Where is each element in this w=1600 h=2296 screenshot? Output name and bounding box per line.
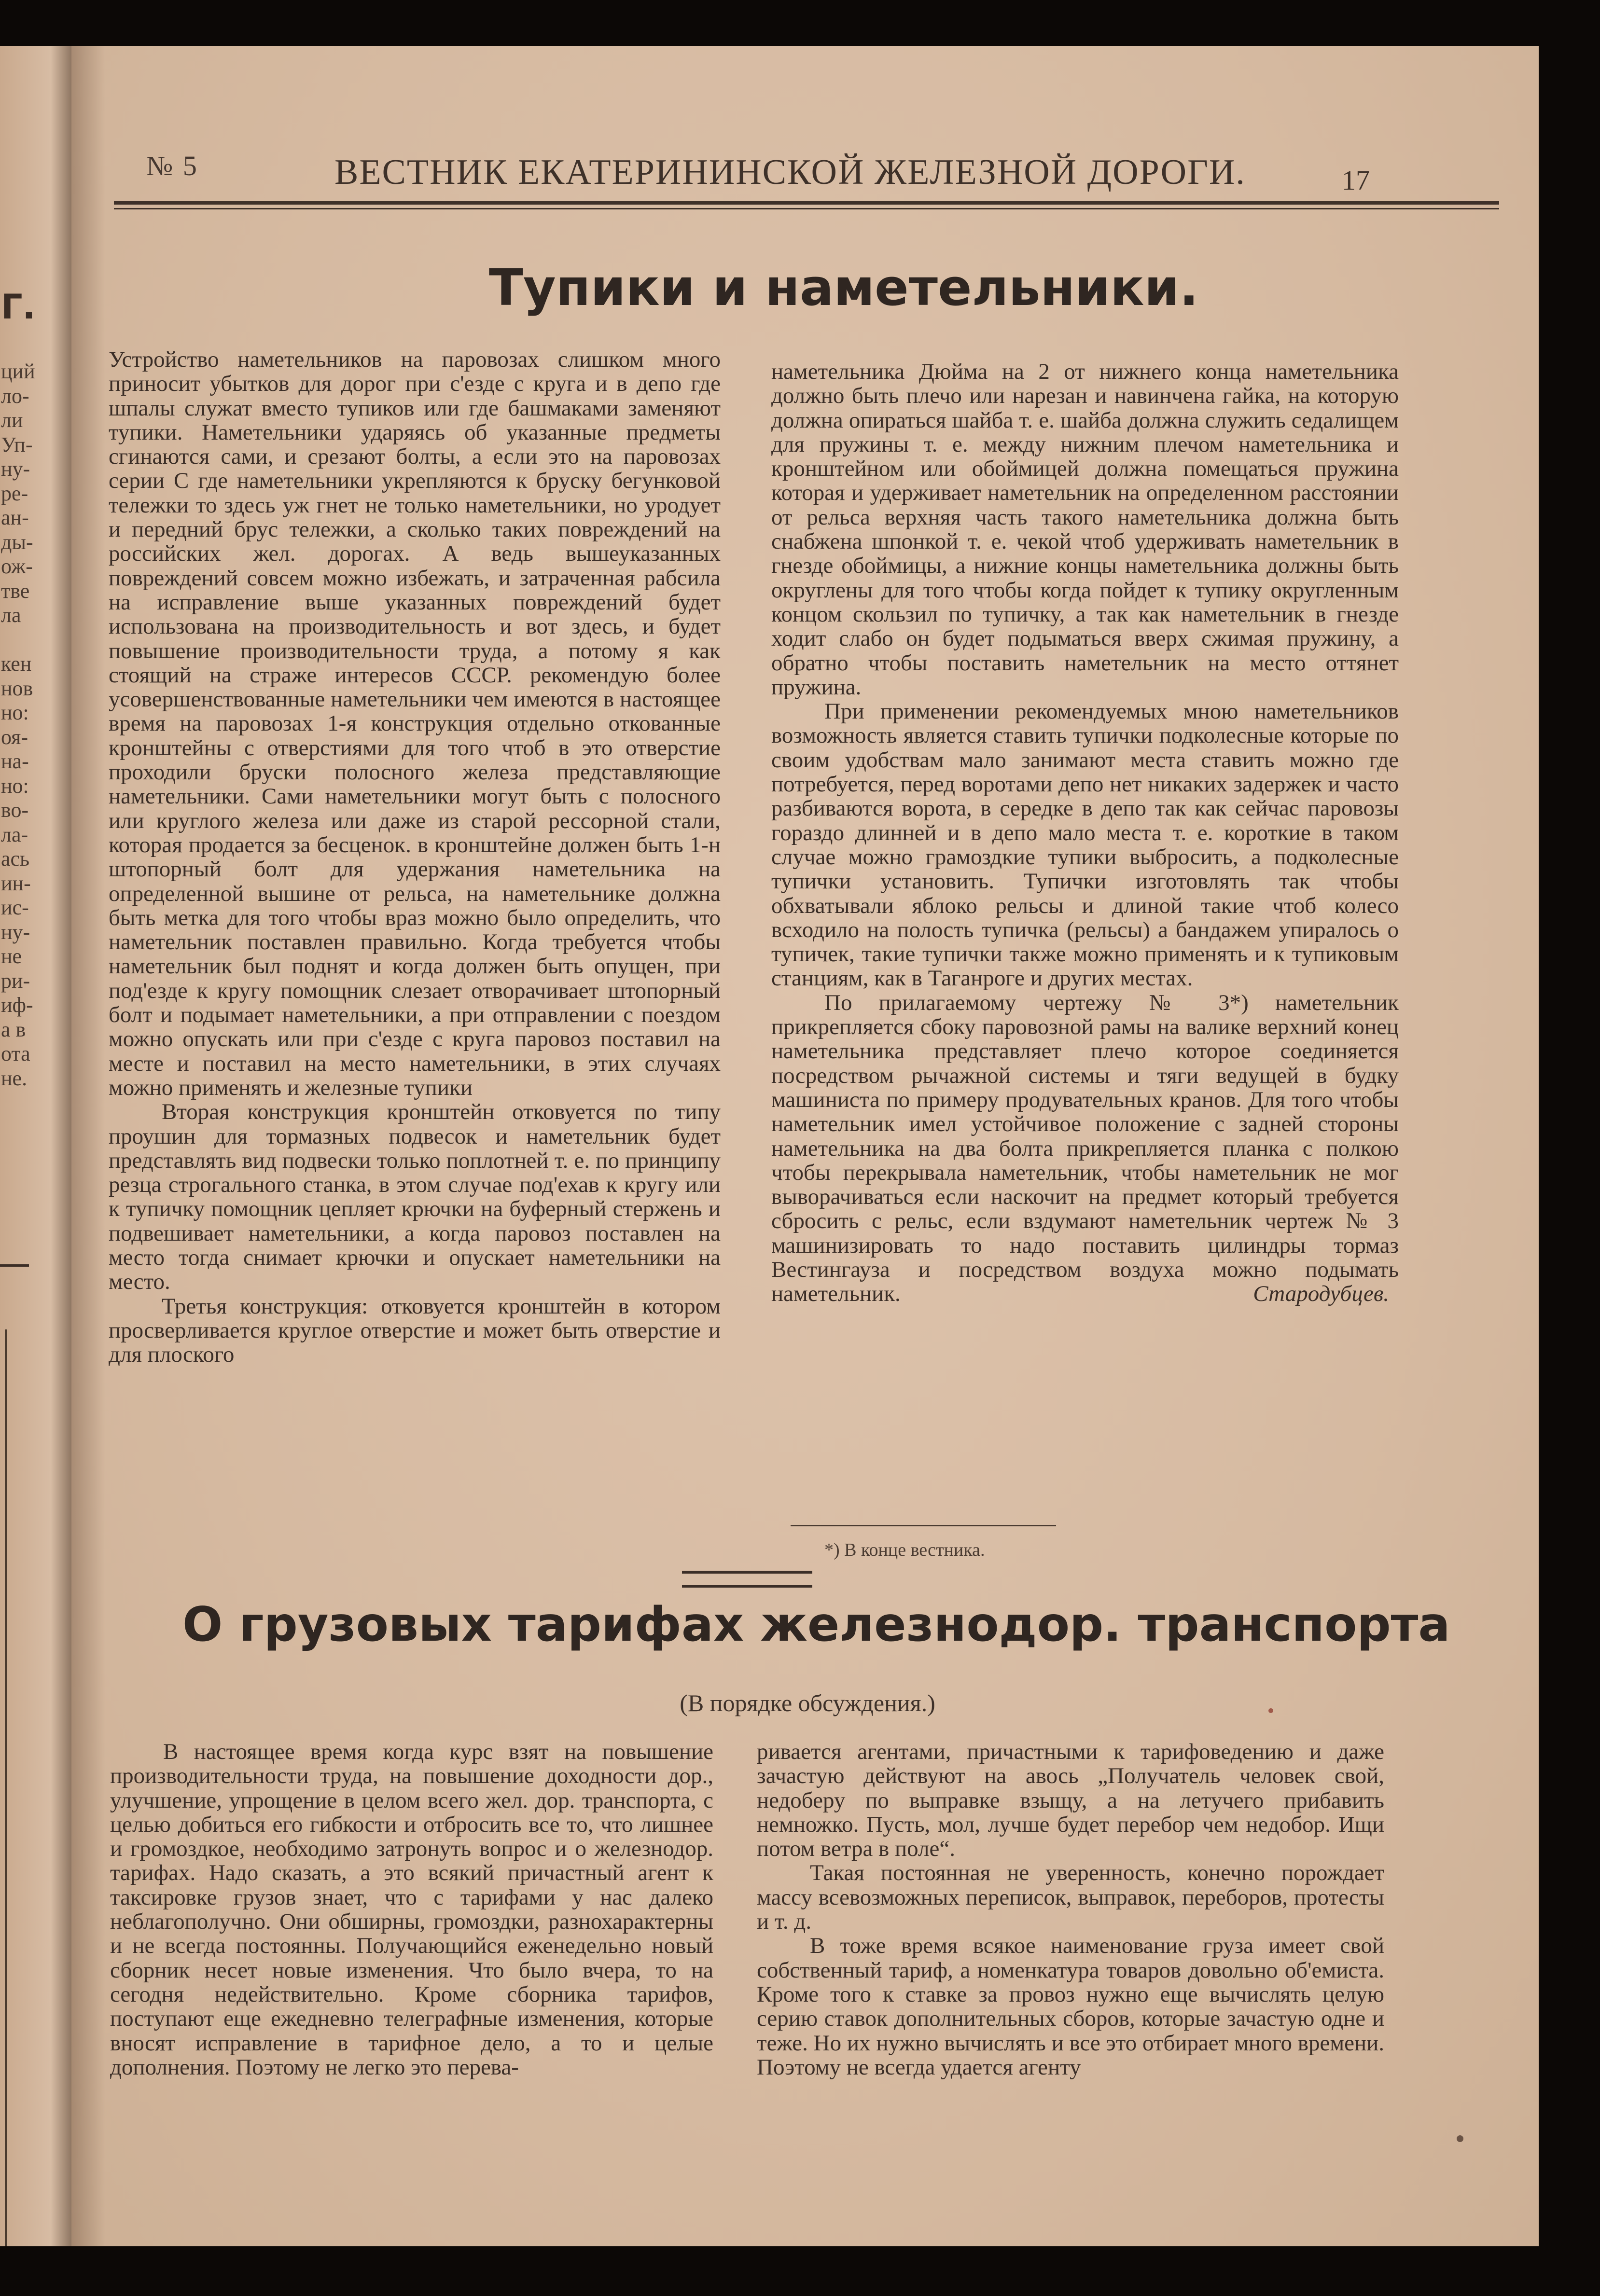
paper-stain: [1457, 2135, 1463, 2142]
issue-number: № 5: [146, 150, 198, 181]
article-column-right: [771, 360, 1399, 1306]
article-title: О грузовых тарифах железнодор. транспорта: [182, 1597, 1450, 1652]
footnote: *) В конце вестника.: [824, 1540, 985, 1560]
page-spine-shadow: [71, 46, 105, 2246]
paragraph: ривается агентами, причастными к тарифоведению и даже зачастую действуют на авось „Получатель человек свой, недоберу по выправке взыщу, а на летучего прибавить немножко. Пусть, мол, лучше будет перебор чем недобор. Ищи потом ветра в поле“.: [757, 1739, 1384, 1862]
paragraph: Такая постоянная не уверенность, конечно порождает массу всевозможных переписок, выправок, переборов, протесты и т. д.: [757, 1860, 1384, 1935]
article-column-left: [110, 1740, 713, 2079]
page-number: 17: [1342, 165, 1370, 196]
paragraph: [771, 991, 1399, 1306]
article-subtitle: (В порядке обсуждения.): [680, 1689, 935, 1716]
newspaper-title: ВЕСТНИК ЕКАТЕРИНИНСКОЙ ЖЕЛЕЗНОЙ ДОРОГИ.: [334, 152, 1246, 192]
paragraph: В тоже время всякое наименование груза имеет свой собственный тариф, а номенкатура товаров довольно об'емиста. Кроме того к ставке за провоз нужно еще вычислять целую серию ставок дополнительных сборов, которые зачастую одне и теже. Но их нужно вычислять и все это отбирает много времени. Поэтому не всегда удается агенту: [757, 1933, 1384, 2080]
paragraph: При применении рекомендуемых мною наметельников возможность является ставить тупички подколесные которые по своим удобствам мало занимают места ставить можно где потребуется, перед воротами депо нет никаких задержек и часто разбиваются ворота, в середке в депо так как сейчас паровозы гораздо длинней и в депо мало места т. е. короткие в таком случае можно грамоздкие тупики выбросить, а подколесные тупички установить. Тупички изготовлять так чтобы обхватывали яблоко рельсы и длиной такие чтоб колесо всходило на полость тупичка (рельсы) а бандажем упиралось о тупичек, такие тупички также можно применять и к тупиковым станциям, как в Таганроге и других местах.: [771, 699, 1399, 991]
footnote-rule: [791, 1525, 1056, 1526]
newspaper-page: [71, 46, 1539, 2246]
previous-page-text-fragments: ций ло- ли Уп- ну- ре- ан- ды- ож- тве ла кен нов но: оя- на- но: во- ла- ась ин- ис- ну- не ри- иф- а в ота не.: [1, 360, 35, 1090]
paragraph: Вторая конструкция кронштейн отковуется по типу проушин для тормазных подвесок и наметельник будет представлять вид подвески только поплотней т. е. по принципу резца строгального станка, в этом случае под'ехав к кругу или к тупичку помощник цепляет крючки на буферный стержень и подвешивает наметельники, а когда паровоз поставлен на место тогда снимает крючки и опускает наметельники на место.: [109, 1099, 721, 1295]
article-separator: [682, 1585, 812, 1588]
paper-stain: [1268, 1708, 1273, 1713]
paragraph: наметельника Дюйма на 2 от нижнего конца наметельника должно быть плечо или нарезан и навинчена гайка, на которую должна опираться шайба т. е. шайба должна служить седалищем для пружины т. е. между нижним плечом наметельника и кронштейном или обоймицей должна помещаться пружина которая и удерживает наметельник на определенном расстоянии от рельса верхняя часть такого наметельника должна быть снабжена шпонкой т. е. чекой чтоб удерживать наметельник в гнезде обоймицы, а нижние концы наметельника должны быть округлены для того чтобы когда пойдет к тупику округленным концом скользил по тупичку, а так как наметельник в гнезде ходит слабо он будет подыматься вверх сжимая пружину, а обратно чтобы поставить наметельник на место оттянет пружина.: [771, 359, 1399, 700]
previous-page-heading-fragment: Г.: [1, 287, 36, 327]
article-column-right: [757, 1740, 1384, 2079]
previous-page-column-rule: [5, 1329, 7, 2246]
paragraph: Устройство наметельников на паровозах слишком много приносит убытков для дорог при с'езде с круга и в депо где шпалы служат вместо тупиков или где башмаками заменяют тупики. Наметельники ударяясь об указанные предметы сгинаются сами, и срезают болты, а если это на паровозах серии С где наметельники укрепляются к бруску бегунковой тележки то здесь уж гнет не только наметельники, но уродует и передний брус тележки, а сколько таких повреждений на российских жел. дорогах. А ведь вышеуказанных повреждений совсем можно избежать, и затраченная рабсила на исправление выше указанных повреждений будет использована на производительность и вот здесь, и будет повышение производительности труда, а потому я как стоящий на страже интересов СССР. рекомендую более усовершенствованные наметельники чем имеются в настоящее время на паровозах 1-я конструкция отдельно откованные кронштейны с отверстиями для того чтоб в это отверстие проходили бруски полосного железа представляющие наметельники. Сами наметельники могут быть с полосного или круглого железа или даже из старой рессорной стали, которая продается за бесценок. в кронштейне должен быть 1-н штопорный болт для удержания наметельника на определенной вышине от рельса, на наметельнике должна быть метка для того чтобы враз можно было определить, что наметельник поставлен правильно. Когда требуется чтобы наметельник был поднят и когда должен быть опущен, при под'езде к кругу помощник слезает отворачивает штопорный болт и подымает наметельники, а при отправлении с поездом можно опускать или при с'езде с круга паровоз поставил на месте и поставил на место наметельники, в этих случаях можно применять и железные тупики: [109, 347, 721, 1100]
article-separator: [682, 1571, 812, 1574]
author-signature: Стародубцев.: [1253, 1281, 1389, 1307]
header-rule-thick: [114, 201, 1499, 205]
paragraph-text: По прилагаемому чертежу № 3*) наметельник прикрепляется сбоку паровозной рамы на валике верхний конец наметельника представляет плечо которое соединяется посредством рычажной системы и тяги ведущей в будку машиниста по примеру продувательных кранов. Для того чтобы наметельник имел устойчивое положение с задней стороны наметельника на два болта прикрепляется планка с полкою чтобы перекрывала наметельник, чтобы наметельник не мог выворачиваться если наскочит на предмет который требуется сбросить с рельс, если вздумают наметельник чертеж № 3 машинизировать то надо поставить цилиндры тормаз Вестингауза и посредством воздуха можно подымать наметельник.: [771, 990, 1399, 1307]
article-column-left: [109, 347, 721, 1367]
paragraph: Третья конструкция: отковуется кронштейн в котором просверливается круглое отверстие и может быть отверстие и для плоского: [109, 1293, 721, 1368]
header-rule-thin: [114, 208, 1499, 209]
previous-page-strip: [0, 46, 72, 2246]
previous-page-divider: [0, 1264, 29, 1267]
article-title: Тупики и наметельники.: [488, 258, 1199, 317]
paragraph: В настоящее время когда курс взят на повышение производительности труда, на повышение доходности дор., улучшение, упрощение в целом всего жел. дор. транспорта, с целью добиться его гибкости и отбросить все то, что лишнее и громоздкое, необходимо затронуть вопрос и о железнодор. тарифах. Надо сказать, а это всякий причастный агент к таксировке грузов знает, что с тарифами у нас далеко неблагополучно. Они обширны, громоздки, разнохарактерны и не всегда постоянны. Получающийся еженедельно новый сборник несет новые изменения. Что было вчера, то на сегодня недействительно. Кроме сборника тарифов, поступают еще ежедневно телеграфные изменения, которые вносят исправление в тарифное дело, а то и целые дополнения. Поэтому не легко это перева-: [110, 1739, 713, 2080]
